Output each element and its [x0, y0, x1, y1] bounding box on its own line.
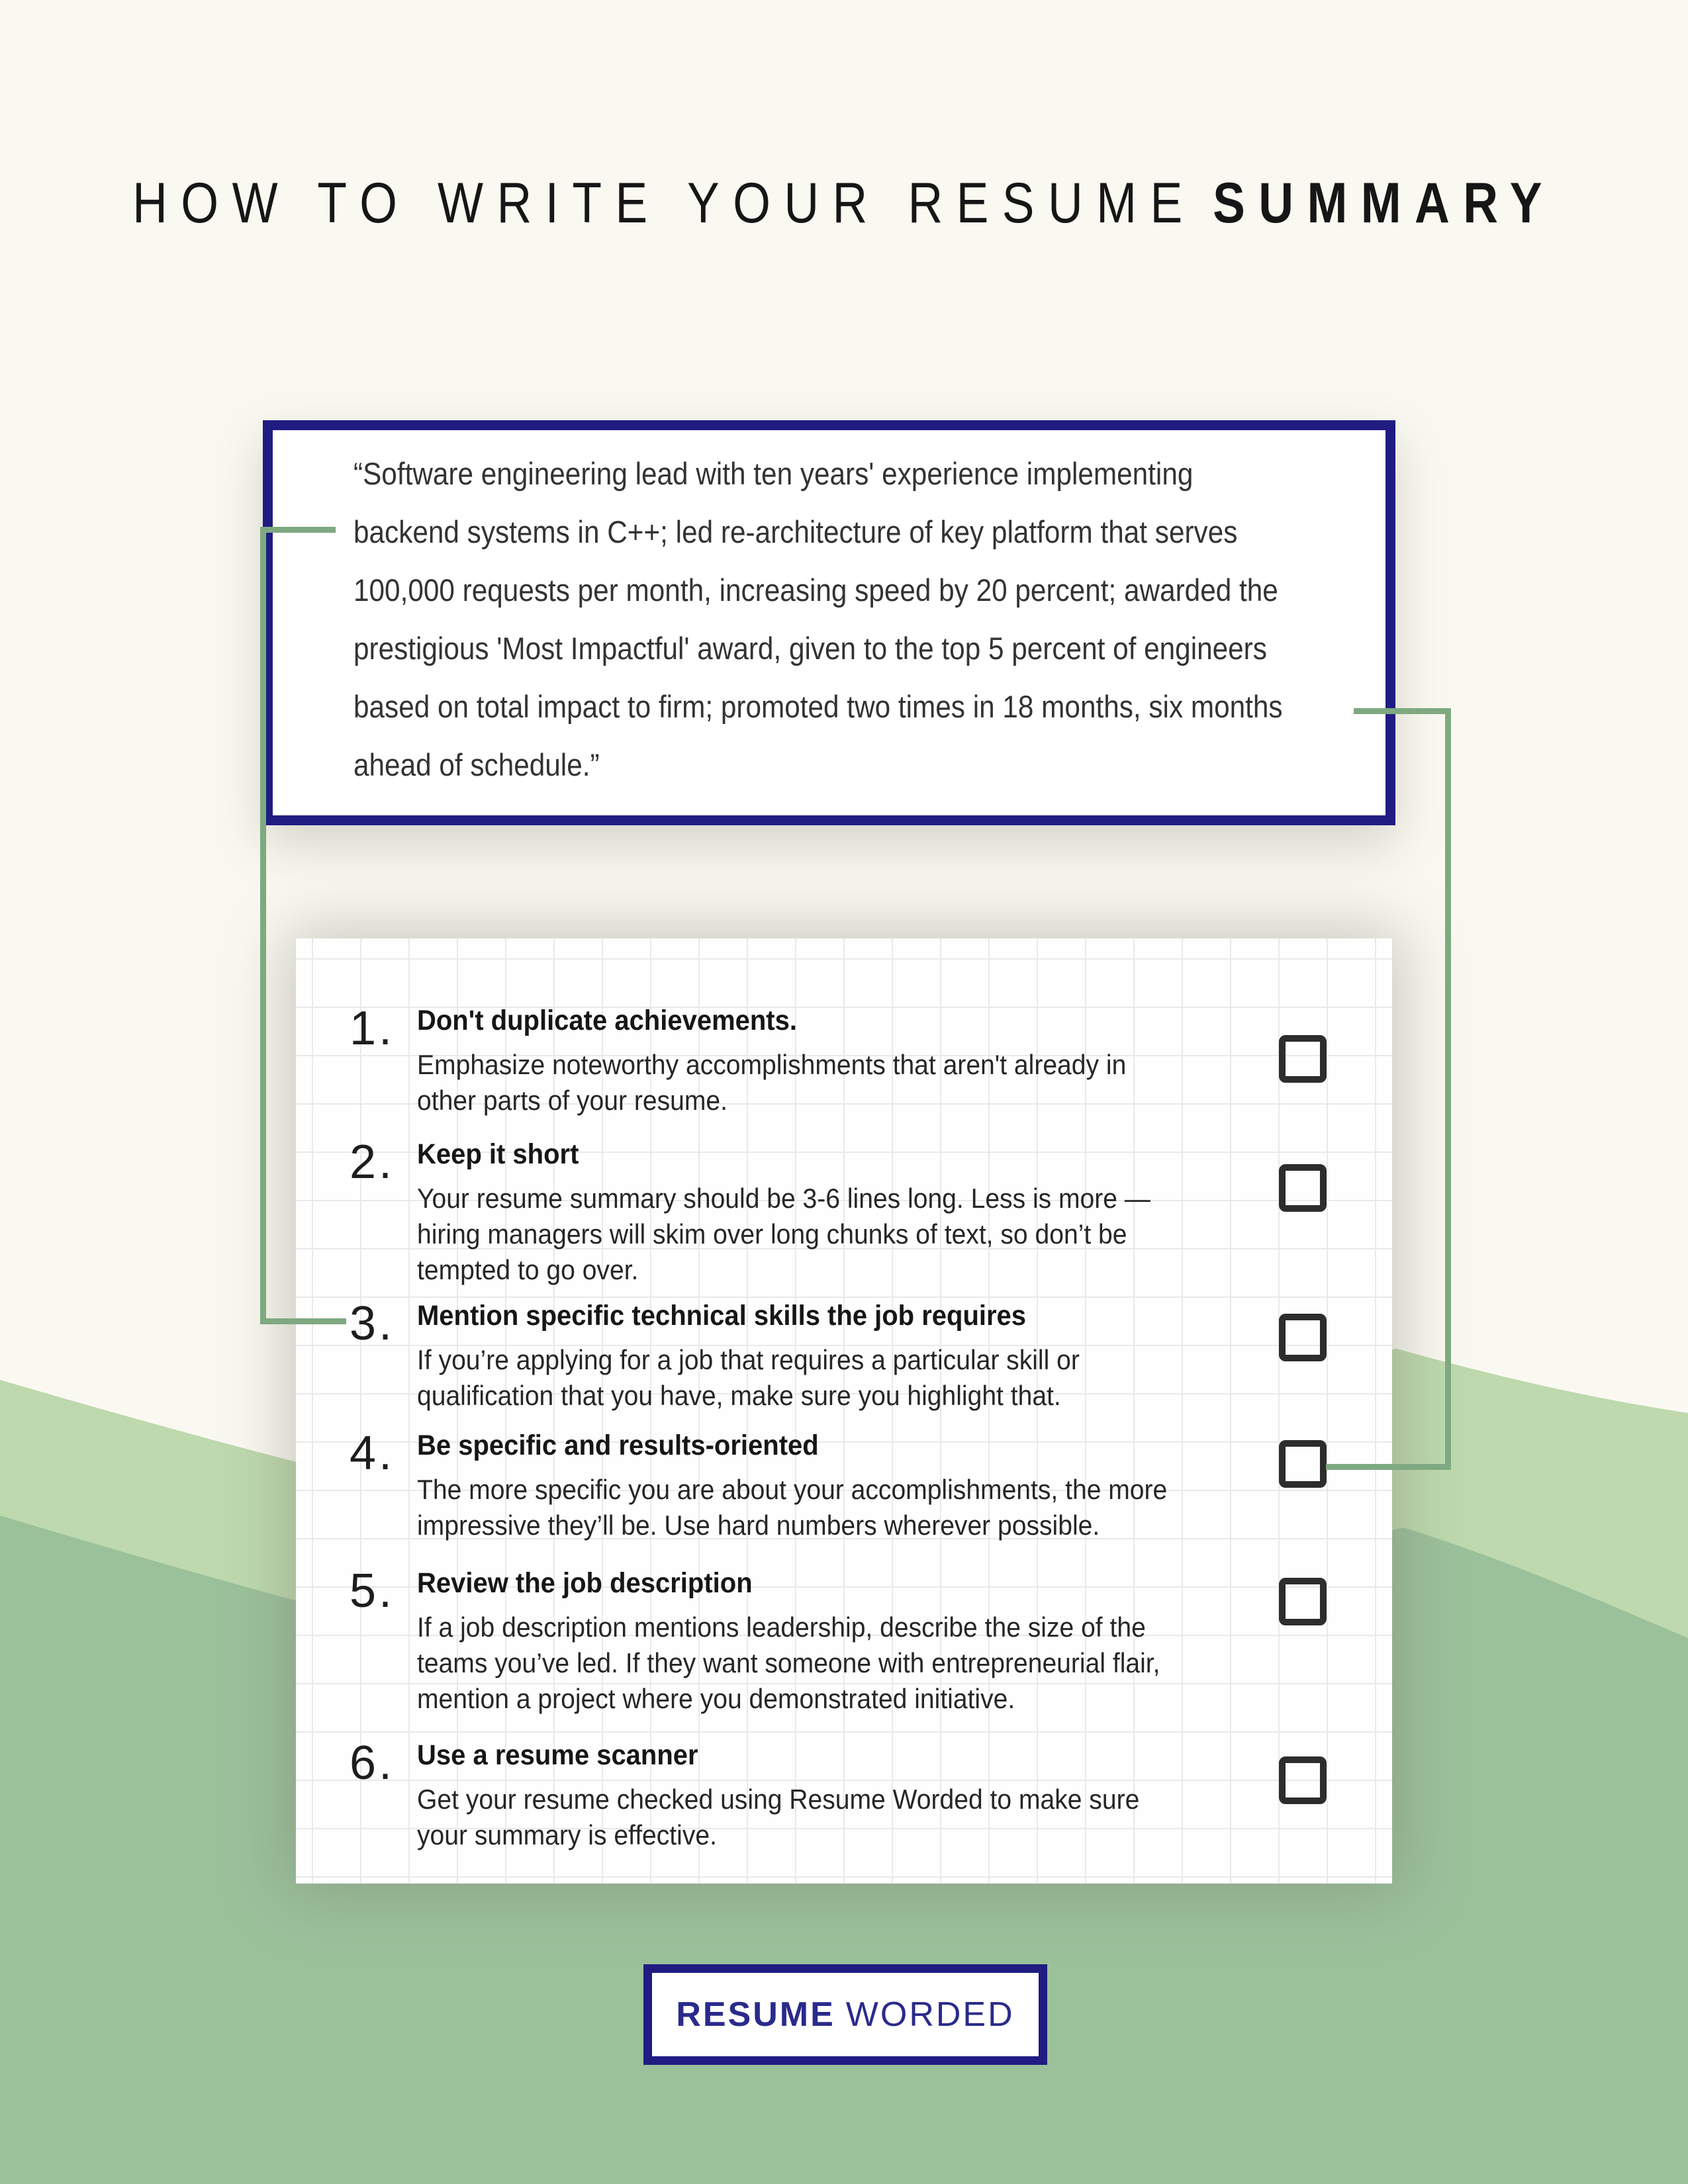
item-body-line: Your resume summary should be 3-6 lines long. Less is more — — [417, 1183, 1150, 1214]
item-body-line: tempted to go over. — [417, 1254, 639, 1285]
quote-line: prestigious 'Most Impactful' award, given to the top 5 percent of engineers — [353, 631, 1267, 666]
resume-summary-example-box — [263, 420, 1395, 825]
checkbox-item-6[interactable] — [1279, 1756, 1327, 1804]
item-number: 3. — [350, 1297, 395, 1350]
logo-text-regular: WORDED — [845, 1995, 1015, 2034]
connector-left-vertical — [260, 527, 266, 1324]
checkbox-item-2[interactable] — [1279, 1164, 1327, 1212]
resume-summary-example-text — [353, 445, 1283, 794]
quote-line: backend systems in C++; led re-architecture of key platform that serves — [353, 514, 1238, 549]
item-number: 4. — [350, 1427, 395, 1480]
item-body-line: Emphasize noteworthy accomplishments that aren't already in — [417, 1049, 1127, 1080]
item-number: 1. — [350, 1002, 395, 1055]
item-title: Mention specific technical skills the job requires — [417, 1300, 1027, 1332]
checklist-item-2 — [350, 1138, 1309, 1288]
resume-worded-logo — [643, 1964, 1047, 2065]
checklist-item-5 — [350, 1567, 1309, 1717]
checklist-item-1 — [350, 1002, 1309, 1118]
connector-right-stub — [1354, 708, 1451, 714]
item-body-line: teams you’ve led. If they want someone with entrepreneurial flair, — [417, 1647, 1160, 1678]
item-number: 2. — [350, 1136, 395, 1189]
connector-right-bottom — [1326, 1464, 1451, 1470]
checkbox-item-3[interactable] — [1279, 1314, 1327, 1361]
item-body-line: The more specific you are about your accomplishments, the more — [417, 1474, 1168, 1505]
checkbox-item-1[interactable] — [1279, 1035, 1327, 1083]
logo-text-bold: RESUME — [676, 1995, 835, 2034]
connector-right-vertical — [1445, 708, 1451, 1470]
item-body-line: mention a project where you demonstrated initiative. — [417, 1683, 1015, 1714]
item-body-line: qualification that you have, make sure you highlight that. — [417, 1380, 1061, 1411]
item-body-line: your summary is effective. — [417, 1819, 717, 1850]
item-body-line: If a job description mentions leadership, describe the size of the — [417, 1612, 1146, 1643]
item-title: Be specific and results-oriented — [417, 1430, 819, 1461]
quote-line: based on total impact to firm; promoted two times in 18 months, six months — [353, 689, 1283, 724]
connector-left-bottom — [260, 1318, 346, 1324]
checklist-item-4 — [350, 1427, 1309, 1543]
item-body-line: hiring managers will skim over long chunks of text, so don’t be — [417, 1218, 1127, 1250]
page-title-bold: SUMMARY — [1213, 171, 1556, 235]
item-number: 6. — [350, 1737, 395, 1790]
connector-left-stub — [261, 527, 336, 533]
checklist-item-3 — [350, 1297, 1309, 1414]
page-title-regular: HOW TO WRITE YOUR RESUME — [132, 171, 1196, 235]
quote-line: 100,000 requests per month, increasing speed by 20 percent; awarded the — [353, 572, 1278, 608]
item-body-line: impressive they’ll be. Use hard numbers wherever possible. — [417, 1510, 1100, 1541]
item-body-line: other parts of your resume. — [417, 1085, 727, 1116]
checkbox-item-4[interactable] — [1279, 1440, 1327, 1488]
item-title: Keep it short — [417, 1138, 579, 1170]
item-title: Don't duplicate achievements. — [417, 1005, 797, 1036]
item-title: Use a resume scanner — [417, 1739, 698, 1771]
item-body-line: If you’re applying for a job that requires a particular skill or — [417, 1344, 1080, 1375]
item-title: Review the job description — [417, 1567, 753, 1599]
item-body-line: Get your resume checked using Resume Worded to make sure — [417, 1784, 1140, 1815]
item-number: 5. — [350, 1565, 395, 1617]
checkbox-item-5[interactable] — [1279, 1578, 1327, 1625]
checklist-item-6 — [350, 1739, 1309, 1853]
quote-line: ahead of schedule.” — [353, 747, 600, 782]
quote-line: “Software engineering lead with ten years' experience implementing — [353, 456, 1194, 491]
